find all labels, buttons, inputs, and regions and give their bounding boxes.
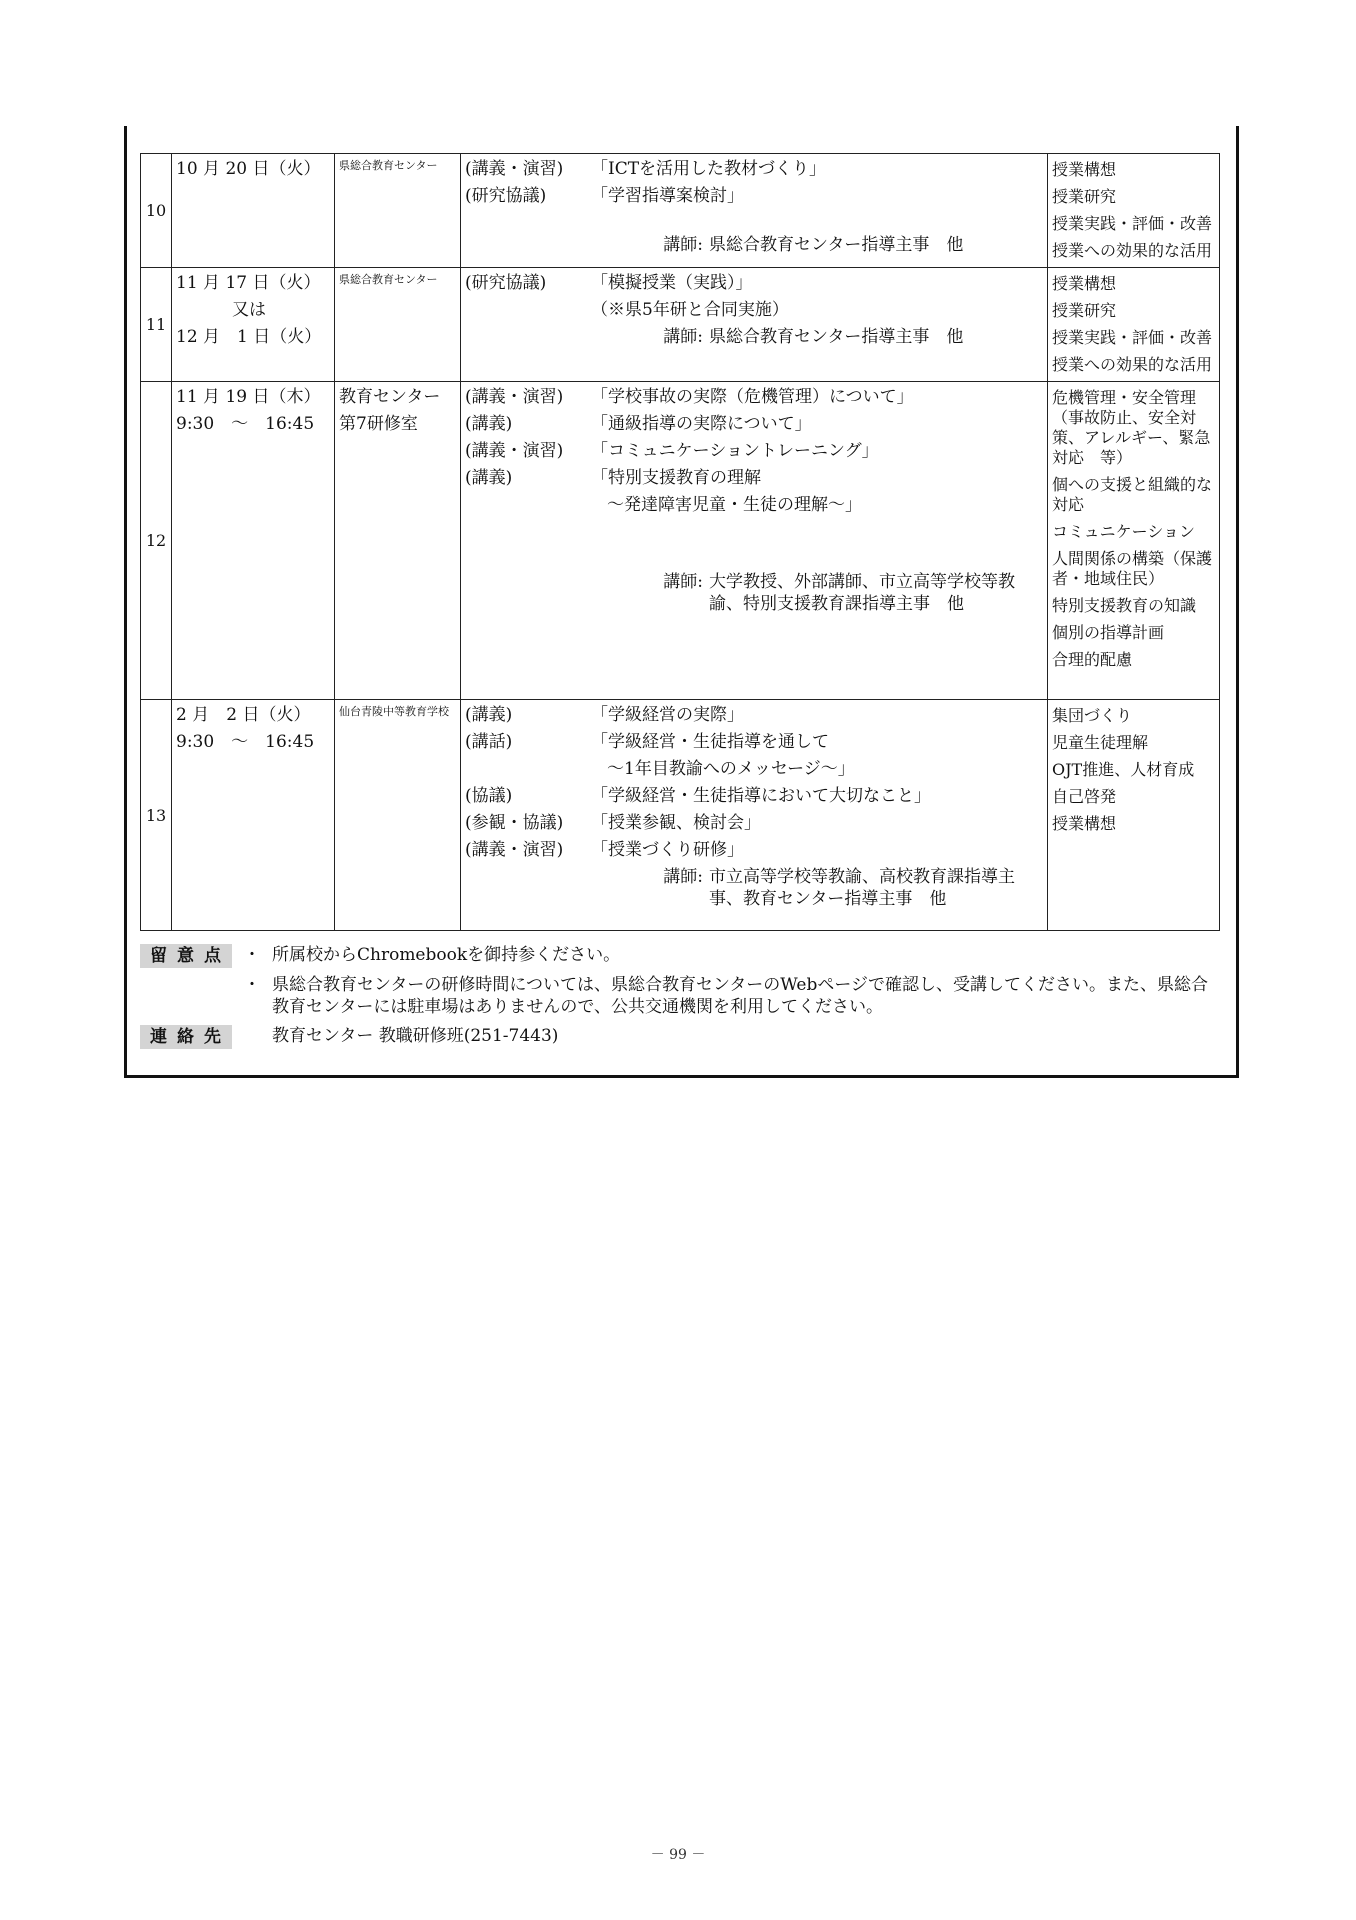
program-item <box>465 297 1043 324</box>
focus-item: コミュニケーション <box>1052 522 1196 541</box>
session-number: 11 <box>141 268 172 382</box>
date-cell <box>172 154 335 268</box>
notes-label: 留意点 <box>140 944 232 968</box>
focus-item: 自己啓発 <box>1052 787 1117 806</box>
focus-item: 集団づくり <box>1052 706 1133 725</box>
content-cell <box>461 268 1048 382</box>
focus-cell <box>1048 700 1220 931</box>
program-type: (講義) <box>465 705 513 725</box>
venue-line: 県総合教育センター <box>339 159 438 172</box>
note-item-2: 県総合教育センターの研修時間については、県総合教育センターのWebページで確認し、受講してください。また、県総合教育センターには駐車場はありませんので、公共交通機関を利用してください。 <box>272 975 1208 1017</box>
date-line: 又は <box>232 300 266 320</box>
content-cell <box>461 382 1048 700</box>
contact-section <box>140 1025 1219 1049</box>
session-number: 10 <box>141 154 172 268</box>
program-title: 「コミュニケーショントレーニング」 <box>591 441 879 461</box>
program-title: （※県5年研と合同実施） <box>591 300 789 320</box>
lecturer-line <box>465 232 1043 259</box>
schedule-row <box>141 154 1220 268</box>
lecturer-line <box>465 864 1043 910</box>
program-type: (講義) <box>465 468 513 488</box>
program-title: 「ICTを活用した教材づくり」 <box>591 159 827 179</box>
program-item <box>465 783 1043 810</box>
program-type: (研究協議) <box>465 273 547 293</box>
focus-item: 授業への効果的な活用 <box>1052 241 1213 260</box>
lecturer-line <box>465 569 1043 615</box>
date-line: 9:30 〜 16:45 <box>176 732 315 752</box>
lecturer-label: 講師: <box>663 327 703 347</box>
lecturer-name: 県総合教育センター指導主事 他 <box>709 235 964 255</box>
lecturer-line <box>465 324 1043 351</box>
date-cell <box>172 268 335 382</box>
program-item <box>465 837 1043 864</box>
focus-item: 危機管理・安全管理（事故防止、安全対策、アレルギー、緊急対応 等） <box>1052 388 1211 467</box>
date-line: 12 月 1 日（火） <box>176 327 322 347</box>
focus-item: 授業研究 <box>1052 301 1117 320</box>
venue-cell <box>335 268 461 382</box>
schedule-row <box>141 700 1220 931</box>
date-line: 11 月 19 日（木） <box>176 387 321 407</box>
contact-text: 教育センター 教職研修班(251-7443) <box>272 1026 559 1046</box>
program-title: 「模擬授業（実践）」 <box>591 273 753 293</box>
program-item <box>465 438 1043 465</box>
venue-cell <box>335 700 461 931</box>
program-title: 「授業づくり研修」 <box>591 840 744 860</box>
venue-cell <box>335 154 461 268</box>
focus-cell <box>1048 382 1220 700</box>
focus-item: 個別の指導計画 <box>1052 623 1165 642</box>
focus-item: 授業実践・評価・改善 <box>1052 328 1213 347</box>
content-cell <box>461 700 1048 931</box>
venue-line: 仙台青陵中等教育学校 <box>339 705 449 718</box>
lecturer-name: 県総合教育センター指導主事 他 <box>709 327 964 347</box>
program-item <box>465 411 1043 438</box>
lecturer-name: 大学教授、外部講師、市立高等学校等教諭、特別支援教育課指導主事 他 <box>709 572 1015 614</box>
program-title: 「学校事故の実際（危機管理）について」 <box>591 387 914 407</box>
content-cell <box>461 154 1048 268</box>
program-item <box>465 465 1043 492</box>
notes-section <box>140 944 1219 1018</box>
program-item <box>465 270 1043 297</box>
focus-item: 合理的配慮 <box>1052 650 1133 669</box>
program-title: 「学級経営・生徒指導において大切なこと」 <box>591 786 931 806</box>
program-type: (参観・協議) <box>465 813 564 833</box>
program-item <box>465 729 1043 756</box>
lecturer-label: 講師: <box>663 235 703 255</box>
focus-item: 児童生徒理解 <box>1052 733 1149 752</box>
focus-item: 授業への効果的な活用 <box>1052 355 1213 374</box>
program-title: 「授業参観、検討会」 <box>591 813 761 833</box>
program-type: (講義・演習) <box>465 387 564 407</box>
program-title: 〜発達障害児童・生徒の理解〜」 <box>607 495 862 515</box>
focus-item: 特別支援教育の知識 <box>1052 596 1197 615</box>
focus-cell <box>1048 154 1220 268</box>
program-type: (協議) <box>465 786 513 806</box>
focus-item: OJT推進、人材育成 <box>1052 760 1195 779</box>
date-cell <box>172 382 335 700</box>
bullet: ・ <box>243 945 261 965</box>
lecturer-label: 講師: <box>663 572 703 592</box>
program-item <box>465 384 1043 411</box>
contact-label: 連絡先 <box>140 1025 232 1049</box>
program-type: (講義) <box>465 414 513 434</box>
program-type: (講話) <box>465 732 513 752</box>
focus-item: 人間関係の構築（保護者・地域住民） <box>1052 549 1213 588</box>
page-number: － 99 － <box>650 1847 706 1863</box>
program-type: (講義・演習) <box>465 441 564 461</box>
program-item <box>465 183 1043 210</box>
focus-item: 授業研究 <box>1052 187 1117 206</box>
program-item <box>465 156 1043 183</box>
date-cell <box>172 700 335 931</box>
lecturer-name: 市立高等学校等教諭、高校教育課指導主事、教育センター指導主事 他 <box>709 867 1015 909</box>
program-type: (研究協議) <box>465 186 547 206</box>
schedule-row <box>141 382 1220 700</box>
note-item-1: 所属校からChromebookを御持参ください。 <box>272 945 621 965</box>
focus-item: 授業構想 <box>1052 274 1117 293</box>
program-item <box>465 756 1043 783</box>
focus-item: 個への支援と組織的な対応 <box>1052 475 1213 514</box>
program-title: 〜1年目教諭へのメッセージ〜」 <box>607 759 855 779</box>
venue-line: 県総合教育センター <box>339 273 438 286</box>
session-number: 12 <box>141 382 172 700</box>
focus-cell <box>1048 268 1220 382</box>
program-title: 「学習指導案検討」 <box>591 186 744 206</box>
lecturer-label: 講師: <box>663 867 703 887</box>
session-number: 13 <box>141 700 172 931</box>
focus-item: 授業構想 <box>1052 160 1117 179</box>
focus-item: 授業実践・評価・改善 <box>1052 214 1213 233</box>
program-item <box>465 810 1043 837</box>
date-line: 9:30 〜 16:45 <box>176 414 315 434</box>
program-type <box>465 297 591 324</box>
program-title: 「学級経営の実際」 <box>591 705 744 725</box>
date-line: 2 月 2 日（火） <box>176 705 311 725</box>
focus-item: 授業構想 <box>1052 814 1117 833</box>
program-item <box>465 492 1043 519</box>
date-line: 10 月 20 日（火） <box>176 159 321 179</box>
program-type <box>465 492 591 519</box>
venue-line: 教育センター <box>339 387 441 407</box>
schedule-row <box>141 268 1220 382</box>
program-item <box>465 702 1043 729</box>
program-title: 「通級指導の実際について」 <box>591 414 812 434</box>
bullet: ・ <box>243 975 261 995</box>
venue-line: 第7研修室 <box>339 414 418 434</box>
schedule-table <box>140 153 1220 931</box>
program-type: (講義・演習) <box>465 840 564 860</box>
program-title: 「特別支援教育の理解 <box>591 468 761 488</box>
venue-cell <box>335 382 461 700</box>
program-type: (講義・演習) <box>465 159 564 179</box>
program-type <box>465 756 591 783</box>
date-line: 11 月 17 日（火） <box>176 273 321 293</box>
program-title: 「学級経営・生徒指導を通して <box>591 732 829 752</box>
